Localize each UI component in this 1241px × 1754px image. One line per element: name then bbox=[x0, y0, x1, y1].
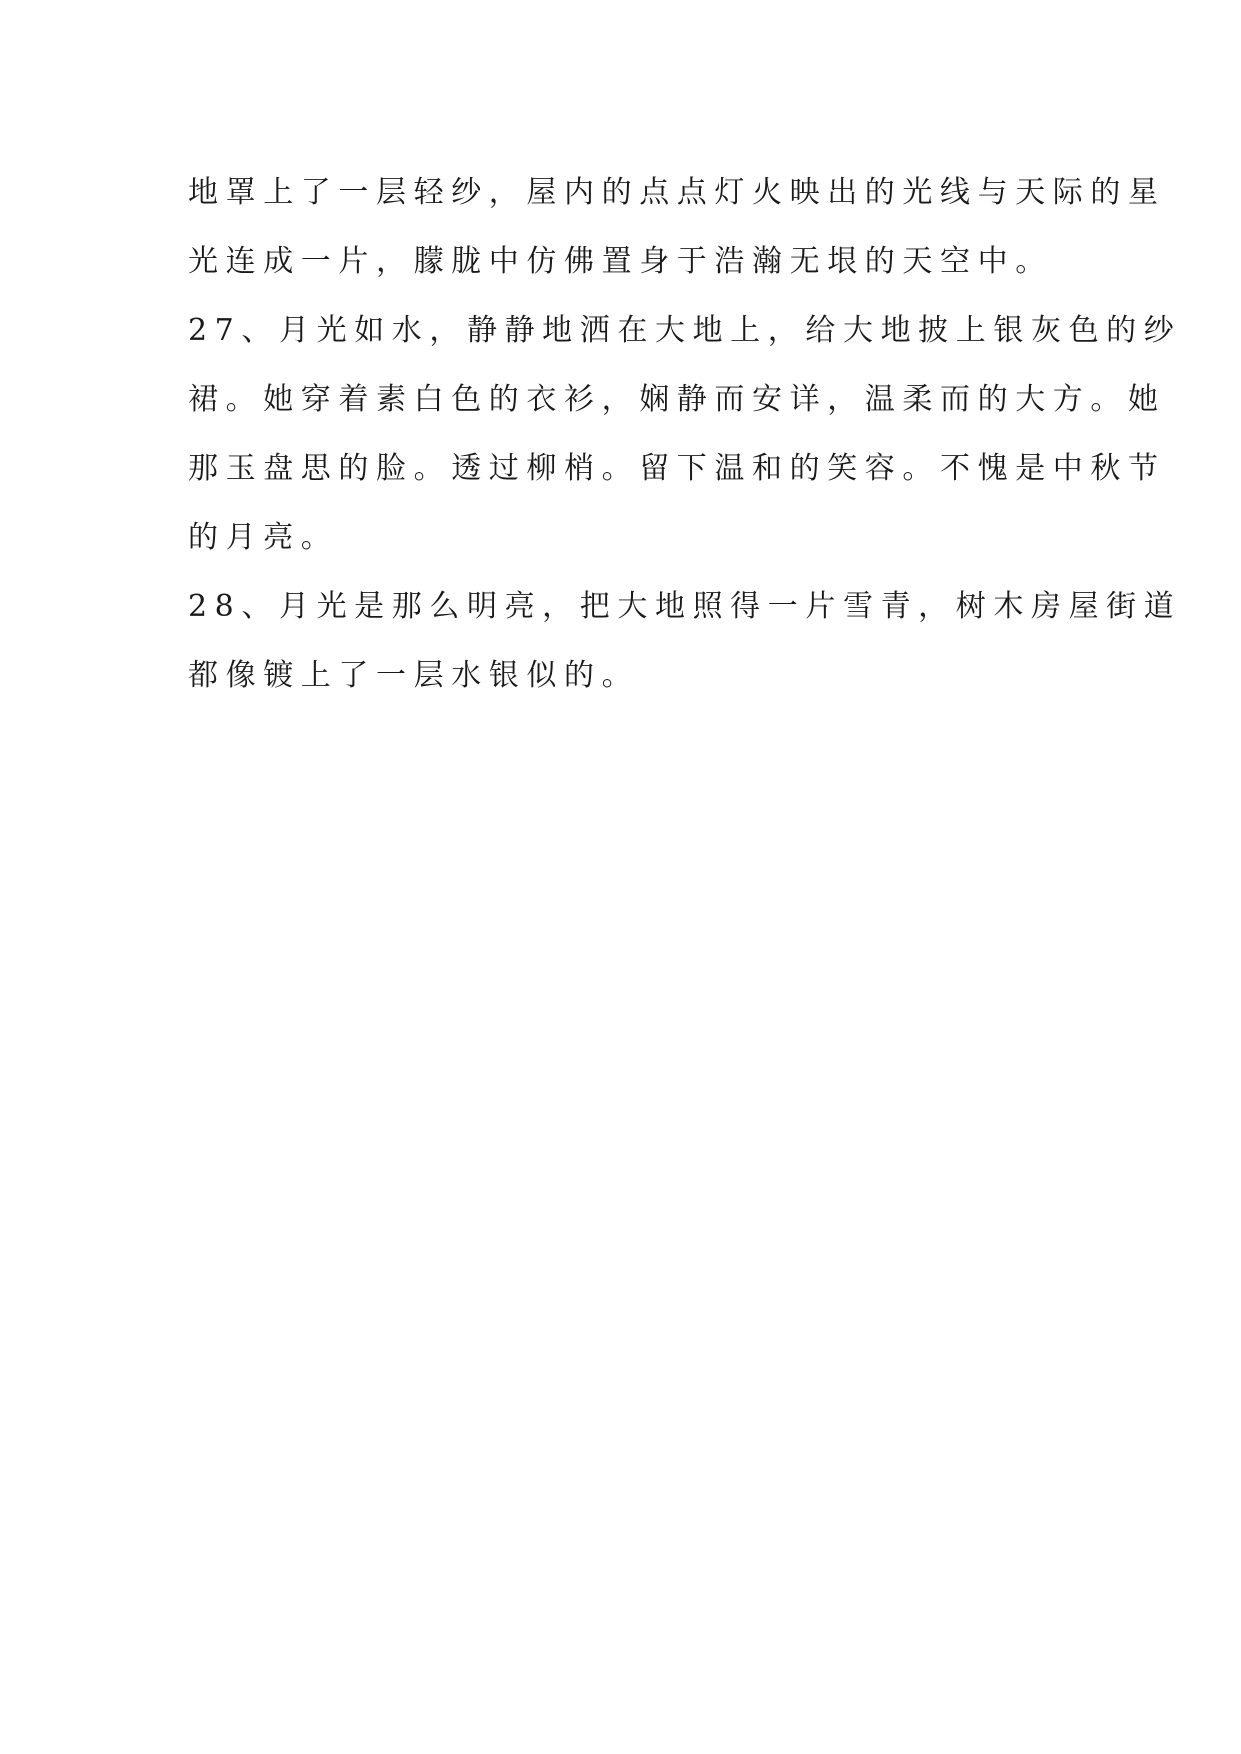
text-line: 28、月光是那么明亮，把大地照得一片雪青，树木房屋街道 bbox=[188, 589, 1182, 624]
text-line: 光连成一片，朦胧中仿佛置身于浩瀚无垠的天空中。 bbox=[188, 244, 1053, 279]
body-text bbox=[188, 158, 1182, 710]
text-line: 裙。她穿着素白色的衣衫，娴静而安详，温柔而的大方。她 bbox=[188, 382, 1166, 417]
text-line: 地罩上了一层轻纱，屋内的点点灯火映出的光线与天际的星 bbox=[188, 175, 1166, 210]
text-line: 的月亮。 bbox=[188, 520, 339, 555]
text-line: 那玉盘思的脸。透过柳梢。留下温和的笑容。不愧是中秋节 bbox=[188, 451, 1166, 486]
text-line: 27、月光如水，静静地洒在大地上，给大地披上银灰色的纱 bbox=[188, 313, 1182, 348]
text-line: 都像镀上了一层水银似的。 bbox=[188, 658, 640, 693]
